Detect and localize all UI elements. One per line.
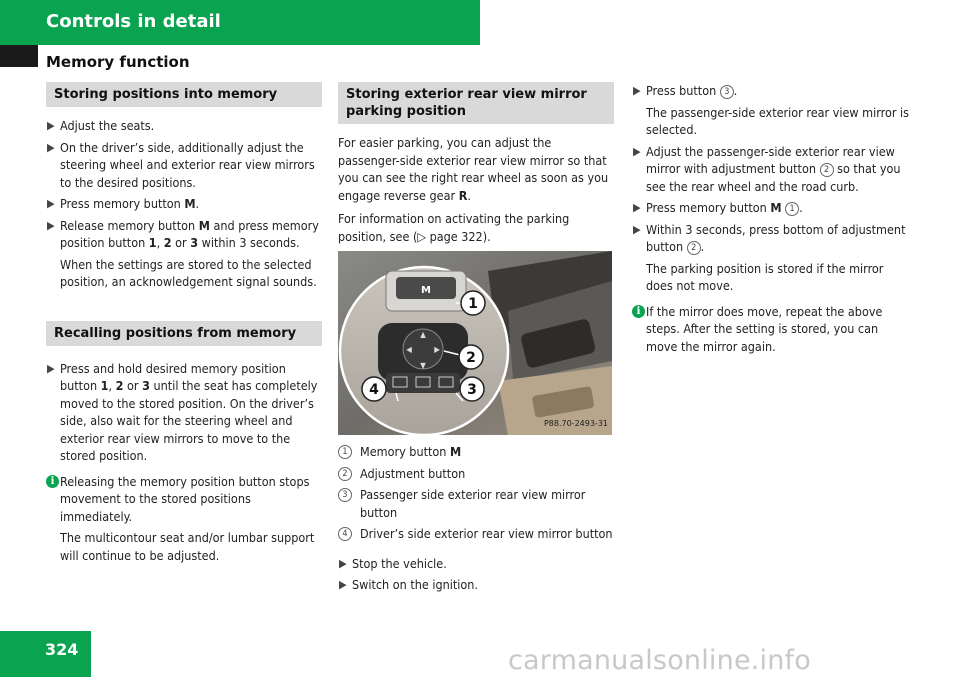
column-left: [46, 82, 322, 568]
image-code: P88.70-2493-31: [543, 418, 608, 428]
number-1-icon: 1: [785, 202, 799, 216]
number-2-icon: 2: [338, 467, 352, 481]
parking-intro-paragraph: For easier parking, you can adjust the passenger-side exterior rear view mirror so that you can see the right rear wheel as soon as you engage reverse gear R.: [338, 135, 609, 203]
info-icon: i: [632, 305, 645, 318]
arrow-icon: ▶: [633, 144, 641, 158]
arrow-icon: ▶: [47, 218, 55, 232]
svg-text:▶: ▶: [434, 345, 440, 354]
section-marker-block: [0, 45, 38, 67]
number-2-icon: 2: [820, 163, 834, 177]
caption-passenger-mirror-button: 3 Passenger side exterior rear view mirror button: [338, 486, 614, 521]
number-1-icon: 1: [338, 445, 352, 459]
step-press-adjustment-bottom: ▶ Within 3 seconds, press bottom of adjustment button 2 .: [633, 221, 906, 254]
mirror-parking-heading: Storing exterior rear view mirror parking position: [338, 82, 614, 124]
chapter-title: Controls in detail: [46, 11, 221, 32]
page-number-box: [0, 631, 91, 677]
callout-2-icon: [459, 345, 483, 369]
number-3-icon: 3: [338, 488, 352, 502]
callout-1-icon: [461, 291, 485, 315]
info-releasing-note: i Releasing the memory position button stops movement to the stored positions immediately.: [46, 473, 322, 526]
parking-stored-note: The parking position is stored if the mirror does not move.: [646, 260, 884, 293]
svg-text:◀: ◀: [406, 345, 412, 354]
multicontour-note: The multicontour seat and/or lumbar support will continue to be adjusted.: [60, 530, 315, 563]
arrow-icon: ▶: [47, 140, 55, 154]
caption-adjustment-button: 2 Adjustment button: [338, 465, 614, 483]
svg-text:4: 4: [369, 382, 379, 398]
number-3-icon: 3: [720, 85, 734, 99]
recalling-positions-heading: Recalling positions from memory: [46, 321, 322, 346]
step-recall-position: ▶ Press and hold desired memory position button 1, 2 or 3 until the seat has completely moved to the stored position. On the driver’s side, also wait for the steering wheel and exterior rear view mirrors to move to the stored position.: [47, 360, 318, 463]
info-icon: i: [46, 475, 59, 488]
door-panel-illustration: [338, 251, 612, 435]
arrow-icon: ▶: [47, 197, 55, 210]
parking-reference-paragraph: For information on activating the parking position, see (▷ page 322).: [338, 211, 570, 244]
arrow-icon: ▶: [633, 222, 641, 236]
caption-memory-button: 1 Memory button M: [338, 443, 614, 461]
step-adjust-seats: ▶ Adjust the seats.: [47, 118, 155, 133]
step-release-memory: ▶ Release memory button M and press memory position button 1, 2 or 3 within 3 seconds.: [47, 217, 319, 250]
caption-driver-mirror-button: 4 Driver’s side exterior rear view mirror button: [338, 525, 614, 543]
door-control-photo: [338, 251, 612, 435]
column-right: [632, 82, 912, 359]
step-press-memory: ▶ Press memory button M.: [47, 196, 200, 211]
section-title: Memory function: [46, 53, 190, 71]
page-number: 324: [45, 640, 79, 659]
number-2-icon: 2: [687, 241, 701, 255]
arrow-icon: ▶: [339, 556, 347, 570]
step-press-button-3: ▶ Press button 3 .: [633, 83, 738, 98]
step-stop-vehicle: ▶ Stop the vehicle.: [339, 555, 447, 571]
column-middle: [338, 82, 614, 598]
storing-positions-heading: Storing positions into memory: [46, 82, 322, 107]
callout-3-icon: [460, 377, 484, 401]
arrow-icon: ▶: [633, 84, 641, 97]
svg-text:2: 2: [466, 350, 476, 366]
step-adjust-passenger-mirror: ▶ Adjust the passenger-side exterior rear view mirror with adjustment button 2 so that you see the rear wheel and the road curb.: [633, 143, 901, 194]
acknowledgement-note: When the settings are stored to the selected position, an acknowledgement signal sounds.: [60, 256, 317, 289]
svg-text:▲: ▲: [420, 330, 426, 339]
svg-text:3: 3: [467, 382, 477, 398]
svg-text:▼: ▼: [420, 361, 426, 370]
info-mirror-moves: i If the mirror does move, repeat the above steps. After the setting is stored, you can move the mirror again.: [632, 303, 912, 356]
arrow-icon: ▶: [47, 361, 55, 375]
step-adjust-mirrors: ▶ On the driver’s side, additionally adjust the steering wheel and exterior rear view mirrors to the desired positions.: [47, 139, 315, 190]
step-press-memory-m: ▶ Press memory button M 1 .: [633, 200, 803, 215]
watermark: carmanualsonline.info: [508, 645, 811, 676]
arrow-icon: ▶: [47, 119, 55, 132]
number-4-icon: 4: [338, 527, 352, 541]
arrow-icon: ▶: [633, 201, 641, 214]
arrow-icon: ▶: [339, 578, 347, 591]
passenger-mirror-selected-note: The passenger-side exterior rear view mirror is selected.: [646, 104, 910, 137]
callout-4-icon: [362, 377, 386, 401]
step-switch-ignition: ▶ Switch on the ignition.: [339, 577, 478, 592]
svg-text:1: 1: [468, 296, 478, 312]
svg-text:M: M: [421, 285, 431, 296]
